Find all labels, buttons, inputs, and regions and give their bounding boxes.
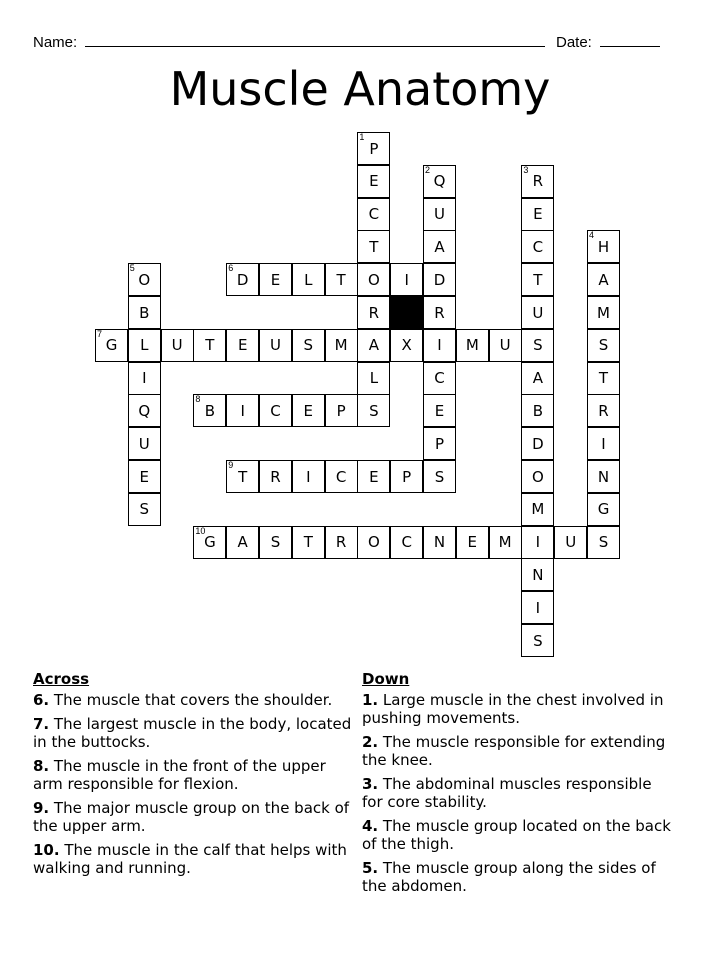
grid-cell[interactable] <box>456 329 489 362</box>
cell-letter: M <box>498 533 512 552</box>
grid-cell[interactable] <box>521 526 554 559</box>
cell-letter: D <box>433 270 446 289</box>
clue-across-9 <box>33 799 353 835</box>
cell-letter: R <box>270 467 281 486</box>
across-clues <box>33 670 353 883</box>
date-field[interactable] <box>556 32 660 51</box>
grid-cell[interactable] <box>193 394 226 427</box>
grid-cell[interactable] <box>292 394 325 427</box>
clue-number: 6. <box>33 691 50 709</box>
grid-cell[interactable] <box>357 230 390 263</box>
name-line[interactable] <box>85 32 545 47</box>
cell-letter: I <box>404 270 409 289</box>
across-heading: Across <box>33 670 90 688</box>
cell-letter: A <box>434 237 445 256</box>
grid-cell[interactable] <box>357 329 390 362</box>
down-clues <box>362 670 672 901</box>
clue-down-3 <box>362 775 672 811</box>
clue-number: 1. <box>362 691 379 709</box>
cell-letter: Q <box>433 172 446 191</box>
grid-cell[interactable] <box>292 526 325 559</box>
clue-number: 3. <box>362 775 379 793</box>
clue-number-label: 1 <box>359 132 365 142</box>
cell-letter: U <box>499 336 511 355</box>
cell-letter: E <box>533 205 543 224</box>
cell-letter: C <box>434 369 445 388</box>
grid-cell[interactable] <box>489 526 522 559</box>
grid-cell[interactable] <box>226 526 259 559</box>
cell-letter: M <box>334 336 348 355</box>
grid-cell[interactable] <box>193 329 226 362</box>
grid-cell[interactable] <box>390 263 423 296</box>
grid-cell[interactable] <box>521 591 554 624</box>
cell-letter: T <box>598 369 609 388</box>
cell-letter: A <box>598 270 609 289</box>
cell-letter: I <box>142 369 147 388</box>
grid-cell[interactable] <box>325 460 358 493</box>
grid-cell[interactable] <box>423 526 456 559</box>
grid-cell[interactable] <box>128 329 161 362</box>
cell-letter: S <box>598 533 609 552</box>
grid-cell[interactable] <box>259 263 292 296</box>
cell-letter: M <box>465 336 479 355</box>
page-title: Muscle Anatomy <box>169 62 551 116</box>
grid-cell[interactable] <box>423 165 456 198</box>
cell-letter: S <box>598 336 609 355</box>
clue-number-label: 9 <box>228 460 234 470</box>
grid-cell[interactable] <box>357 198 390 231</box>
cell-letter: A <box>532 369 544 388</box>
cell-letter: E <box>369 172 379 191</box>
clue-text: The muscle in the front of the upper arm responsible for flexion. <box>33 757 326 793</box>
cell-letter: E <box>434 401 445 420</box>
grid-cell[interactable] <box>521 460 554 493</box>
grid-cell[interactable] <box>587 526 620 559</box>
grid-cell[interactable] <box>521 493 554 526</box>
clue-number: 4. <box>362 817 379 835</box>
cell-letter: O <box>138 270 151 289</box>
black-cell <box>390 296 423 329</box>
grid-cell[interactable] <box>456 526 489 559</box>
grid-cell[interactable] <box>357 263 390 296</box>
clue-text: The muscle in the calf that helps with walking and running. <box>33 841 347 877</box>
grid-cell[interactable] <box>128 263 161 296</box>
cell-letter: C <box>335 467 347 486</box>
grid-cell[interactable] <box>259 394 292 427</box>
grid-cell[interactable] <box>357 296 390 329</box>
grid-cell[interactable] <box>292 263 325 296</box>
clue-number-label: 6 <box>228 263 234 274</box>
cell-letter: C <box>368 205 380 224</box>
cell-letter: T <box>533 270 543 289</box>
clue-number: 10. <box>33 841 60 859</box>
cell-letter: E <box>270 270 281 289</box>
cell-letter: I <box>240 401 245 420</box>
cell-letter: S <box>139 500 150 519</box>
date-label: Date: <box>556 34 592 51</box>
cell-letter: D <box>236 270 249 289</box>
grid-cell[interactable] <box>423 230 456 263</box>
cell-letter: P <box>402 467 412 486</box>
grid-cell[interactable] <box>259 526 292 559</box>
clue-number-label: 8 <box>195 394 201 405</box>
cell-letter: T <box>238 467 248 486</box>
cell-letter: E <box>237 336 248 355</box>
cell-letter: S <box>303 336 314 355</box>
cell-letter: Q <box>138 401 151 420</box>
clue-number: 9. <box>33 799 50 817</box>
clue-text: The muscle group along the sides of the abdomen. <box>362 859 656 895</box>
grid-cell[interactable] <box>226 460 259 493</box>
cell-letter: E <box>369 467 379 486</box>
clue-text: The muscle group located on the back of the thigh. <box>362 817 671 853</box>
cell-letter: O <box>531 467 544 486</box>
grid-cell[interactable] <box>226 394 259 427</box>
grid-cell[interactable] <box>390 526 423 559</box>
grid-cell[interactable] <box>587 263 620 296</box>
grid-cell[interactable] <box>292 329 325 362</box>
grid-cell[interactable] <box>521 198 554 231</box>
cell-letter: L <box>140 336 149 355</box>
cell-letter: R <box>434 303 445 322</box>
cell-letter: I <box>535 533 541 552</box>
grid-cell[interactable] <box>128 493 161 526</box>
grid-cell[interactable] <box>587 329 620 362</box>
clue-number-label: 2 <box>425 164 431 175</box>
grid-cell[interactable] <box>521 263 554 296</box>
clue-number: 5. <box>362 859 379 877</box>
grid-cell[interactable] <box>357 165 390 198</box>
grid-cell[interactable] <box>325 526 358 559</box>
cell-letter: R <box>532 172 544 191</box>
cell-letter: G <box>597 500 610 519</box>
grid-cell[interactable] <box>423 460 456 493</box>
grid-cell[interactable] <box>521 362 554 395</box>
cell-letter: P <box>434 434 445 453</box>
grid-cell[interactable] <box>226 329 259 362</box>
cell-letter: I <box>601 434 606 453</box>
clue-text: The muscle that covers the shoulder. <box>53 691 333 709</box>
cell-letter: T <box>205 336 215 355</box>
cell-letter: N <box>532 565 544 584</box>
cell-letter: E <box>303 401 314 420</box>
clue-down-5 <box>362 859 672 895</box>
cell-letter: S <box>533 336 543 355</box>
cell-letter: B <box>204 401 216 420</box>
cell-letter: P <box>336 401 346 420</box>
clue-number: 2. <box>362 733 379 751</box>
cell-letter: T <box>336 270 346 289</box>
clue-across-6 <box>33 691 353 709</box>
cell-letter: C <box>532 237 544 256</box>
cell-letter: N <box>597 467 610 486</box>
down-heading: Down <box>362 670 410 688</box>
name-field[interactable] <box>33 32 545 51</box>
grid-cell[interactable] <box>128 460 161 493</box>
clue-text: Large muscle in the chest involved in pushing movements. <box>362 691 664 727</box>
grid-cell[interactable] <box>325 329 358 362</box>
clue-down-4 <box>362 817 672 853</box>
cell-letter: R <box>368 303 380 322</box>
cell-letter: X <box>401 336 412 355</box>
grid-cell[interactable] <box>423 394 456 427</box>
cell-letter: U <box>171 336 183 355</box>
clue-text: The abdominal muscles responsible for core stability. <box>362 775 652 811</box>
grid-cell[interactable] <box>259 329 292 362</box>
grid-cell[interactable] <box>357 460 390 493</box>
grid-cell[interactable] <box>390 460 423 493</box>
cell-letter: R <box>335 533 347 552</box>
clue-text: The muscle responsible for extending the knee. <box>362 733 666 769</box>
cell-letter: O <box>367 533 380 552</box>
cell-letter: I <box>306 467 311 486</box>
cell-letter: A <box>237 533 248 552</box>
grid-cell[interactable] <box>587 230 620 263</box>
cell-letter: B <box>532 401 544 420</box>
grid-cell[interactable] <box>325 394 358 427</box>
grid-cell[interactable] <box>357 362 390 395</box>
grid-cell[interactable] <box>423 296 456 329</box>
clue-number: 7. <box>33 715 50 733</box>
cell-letter: M <box>597 303 610 322</box>
cell-letter: I <box>437 336 442 355</box>
grid-cell[interactable] <box>259 460 292 493</box>
cell-letter: M <box>531 500 545 519</box>
cell-letter: U <box>138 434 150 453</box>
cell-letter: O <box>367 270 380 289</box>
grid-cell[interactable] <box>587 427 620 460</box>
cell-letter: E <box>467 533 478 552</box>
grid-cell[interactable] <box>587 493 620 526</box>
cell-letter: U <box>565 533 577 552</box>
grid-cell[interactable] <box>521 394 554 427</box>
cell-letter: U <box>434 205 445 224</box>
clue-across-7 <box>33 715 353 751</box>
grid-cell[interactable] <box>292 460 325 493</box>
cell-letter: B <box>139 303 150 322</box>
cell-letter: L <box>369 369 379 388</box>
grid-cell[interactable] <box>128 296 161 329</box>
cell-letter: G <box>105 336 118 355</box>
grid-cell[interactable] <box>423 329 456 362</box>
grid-cell[interactable] <box>128 394 161 427</box>
cell-letter: S <box>533 631 543 650</box>
grid-cell[interactable] <box>554 526 587 559</box>
cell-letter: U <box>532 303 544 322</box>
grid-cell[interactable] <box>521 165 554 198</box>
grid-cell[interactable] <box>357 132 390 165</box>
cell-letter: D <box>532 434 544 453</box>
grid-cell[interactable] <box>587 296 620 329</box>
cell-letter: S <box>270 533 281 552</box>
clue-number-label: 5 <box>129 263 135 274</box>
cell-letter: S <box>434 467 445 486</box>
cell-letter: S <box>369 401 379 420</box>
grid-cell[interactable] <box>423 427 456 460</box>
clue-text: The largest muscle in the body, located in the buttocks. <box>33 715 352 751</box>
cell-letter: L <box>304 270 313 289</box>
grid-cell[interactable] <box>521 230 554 263</box>
clue-across-8 <box>33 757 353 793</box>
grid-cell[interactable] <box>587 362 620 395</box>
clue-number-label: 4 <box>589 230 595 241</box>
grid-cell[interactable] <box>423 198 456 231</box>
grid-cell[interactable] <box>587 394 620 427</box>
cell-letter: T <box>369 237 379 256</box>
grid-cell[interactable] <box>128 362 161 395</box>
name-label: Name: <box>33 34 78 51</box>
grid-cell[interactable] <box>390 329 423 362</box>
grid-cell[interactable] <box>521 624 554 657</box>
cell-letter: H <box>597 237 610 256</box>
grid-cell[interactable] <box>128 427 161 460</box>
clue-down-1 <box>362 691 672 727</box>
grid-cell[interactable] <box>226 263 259 296</box>
clue-across-10 <box>33 841 353 877</box>
cell-letter: P <box>369 139 379 158</box>
grid-cell[interactable] <box>161 329 194 362</box>
grid-cell[interactable] <box>423 263 456 296</box>
cell-letter: C <box>270 401 281 420</box>
grid-cell[interactable] <box>489 329 522 362</box>
clue-number-label: 3 <box>523 164 529 175</box>
clue-number: 8. <box>33 757 50 775</box>
grid-cell[interactable] <box>95 329 128 362</box>
grid-cell[interactable] <box>193 526 226 559</box>
grid-cell[interactable] <box>521 296 554 329</box>
cell-letter: A <box>368 336 380 355</box>
grid-cell[interactable] <box>521 329 554 362</box>
clue-number-label: 7 <box>97 328 103 339</box>
cell-letter: N <box>433 533 446 552</box>
cell-letter: U <box>270 336 281 355</box>
grid-cell[interactable] <box>587 460 620 493</box>
grid-cell[interactable] <box>325 263 358 296</box>
clue-number-label: 10 <box>195 525 206 536</box>
grid-cell[interactable] <box>357 394 390 427</box>
cell-letter: E <box>139 467 150 486</box>
clue-text: The major muscle group on the back of the upper arm. <box>33 799 350 835</box>
grid-cell[interactable] <box>423 362 456 395</box>
grid-cell[interactable] <box>521 558 554 591</box>
cell-letter: R <box>598 401 609 420</box>
cell-letter: C <box>401 533 412 552</box>
grid-cell[interactable] <box>357 526 390 559</box>
grid-cell[interactable] <box>521 427 554 460</box>
cell-letter: I <box>535 598 541 617</box>
clue-down-2 <box>362 733 672 769</box>
date-line[interactable] <box>600 32 660 47</box>
cell-letter: G <box>204 533 216 552</box>
cell-letter: T <box>303 533 313 552</box>
